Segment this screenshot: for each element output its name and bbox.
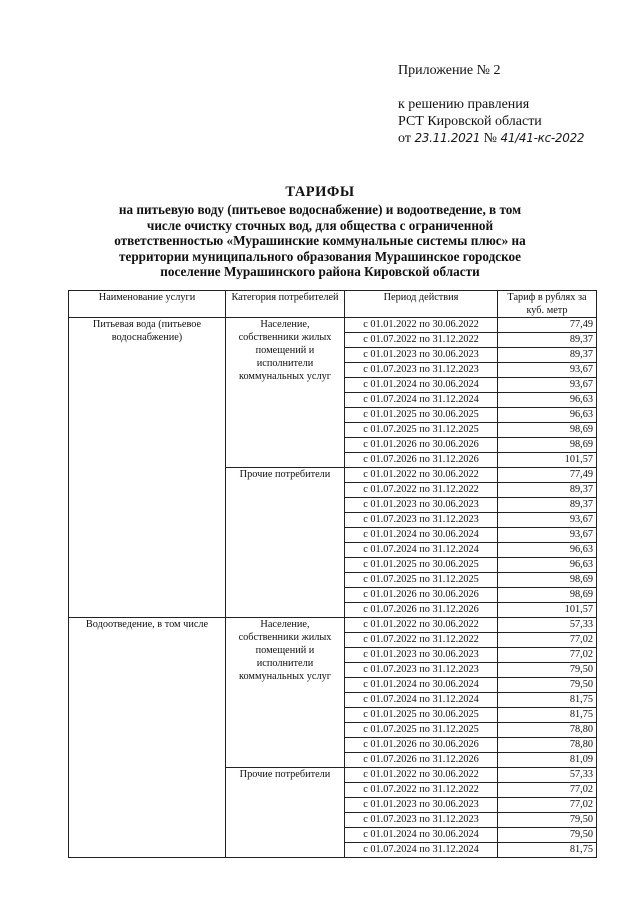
period-cell: с 01.07.2022 по 31.12.2022 bbox=[345, 783, 498, 798]
tariff-cell: 96,63 bbox=[498, 393, 597, 408]
tariff-cell: 79,50 bbox=[498, 663, 597, 678]
period-cell: с 01.01.2024 по 30.06.2024 bbox=[345, 528, 498, 543]
period-cell: с 01.01.2022 по 30.06.2022 bbox=[345, 618, 498, 633]
period-cell: с 01.01.2026 по 30.06.2026 bbox=[345, 438, 498, 453]
period-cell: с 01.07.2024 по 31.12.2024 bbox=[345, 693, 498, 708]
period-cell: с 01.07.2022 по 31.12.2022 bbox=[345, 633, 498, 648]
period-cell: с 01.07.2025 по 31.12.2025 bbox=[345, 723, 498, 738]
tariff-cell: 79,50 bbox=[498, 828, 597, 843]
period-cell: с 01.01.2026 по 30.06.2026 bbox=[345, 738, 498, 753]
period-cell: с 01.07.2025 по 31.12.2025 bbox=[345, 423, 498, 438]
tariff-cell: 96,63 bbox=[498, 543, 597, 558]
tariff-cell: 57,33 bbox=[498, 618, 597, 633]
handwritten-date: 23.11.2021 bbox=[414, 131, 481, 145]
category-cell: Население, собственники жилых помещений и исполнители коммунальных услуг bbox=[226, 318, 345, 468]
table-row bbox=[69, 318, 597, 333]
header-period: Период действия bbox=[345, 291, 498, 318]
period-cell: с 01.01.2026 по 30.06.2026 bbox=[345, 588, 498, 603]
tariff-cell: 77,49 bbox=[498, 318, 597, 333]
tariff-cell: 78,80 bbox=[498, 723, 597, 738]
table-row bbox=[69, 618, 597, 633]
period-cell: с 01.07.2023 по 31.12.2023 bbox=[345, 513, 498, 528]
period-cell: с 01.01.2023 по 30.06.2023 bbox=[345, 348, 498, 363]
period-cell: с 01.01.2023 по 30.06.2023 bbox=[345, 498, 498, 513]
tariff-cell: 101,57 bbox=[498, 453, 597, 468]
tariff-table-body bbox=[69, 318, 597, 858]
tariff-cell: 57,33 bbox=[498, 768, 597, 783]
category-cell: Прочие потребители bbox=[226, 768, 345, 858]
appendix-decision-line: к решению правления bbox=[398, 97, 530, 112]
tariff-cell: 81,75 bbox=[498, 693, 597, 708]
tariff-cell: 81,75 bbox=[498, 708, 597, 723]
handwritten-number: 41/41-кс-2022 bbox=[500, 131, 585, 145]
tariff-cell: 77,02 bbox=[498, 633, 597, 648]
period-cell: с 01.07.2024 по 31.12.2024 bbox=[345, 393, 498, 408]
period-cell: с 01.01.2022 по 30.06.2022 bbox=[345, 768, 498, 783]
tariff-cell: 81,75 bbox=[498, 843, 597, 858]
tariff-cell: 96,63 bbox=[498, 408, 597, 423]
period-cell: с 01.01.2025 по 30.06.2025 bbox=[345, 558, 498, 573]
heading-line: на питьевую воду (питьевое водоснабжение) и водоотведение, в том bbox=[118, 202, 522, 218]
period-cell: с 01.07.2026 по 31.12.2026 bbox=[345, 753, 498, 768]
tariff-cell: 89,37 bbox=[498, 333, 597, 348]
header-category: Категория потребителей bbox=[226, 291, 345, 318]
tariff-cell: 93,67 bbox=[498, 363, 597, 378]
tariff-cell: 93,67 bbox=[498, 378, 597, 393]
tariff-cell: 98,69 bbox=[498, 438, 597, 453]
appendix-authority-line: РСТ Кировской области bbox=[398, 114, 542, 129]
heading-line: числе очистку сточных вод, для общества с ограниченной bbox=[146, 217, 494, 233]
heading-line: территории муниципального образования Мурашинское городское bbox=[118, 248, 521, 264]
heading-line: поселение Мурашинского района Кировской области bbox=[160, 264, 480, 280]
tariff-cell: 96,63 bbox=[498, 558, 597, 573]
period-cell: с 01.07.2025 по 31.12.2025 bbox=[345, 573, 498, 588]
service-name-cell: Водоотведение, в том числе bbox=[69, 618, 226, 858]
tariff-cell: 89,37 bbox=[498, 348, 597, 363]
tariff-cell: 77,02 bbox=[498, 798, 597, 813]
tariff-cell: 93,67 bbox=[498, 513, 597, 528]
appendix-title: Приложение № 2 bbox=[398, 63, 501, 78]
period-cell: с 01.07.2022 по 31.12.2022 bbox=[345, 483, 498, 498]
period-cell: с 01.01.2022 по 30.06.2022 bbox=[345, 468, 498, 483]
period-cell: с 01.01.2024 по 30.06.2024 bbox=[345, 678, 498, 693]
date-prefix: от bbox=[398, 131, 411, 146]
category-cell: Население, собственники жилых помещений и исполнители коммунальных услуг bbox=[226, 618, 345, 768]
category-cell: Прочие потребители bbox=[226, 468, 345, 618]
tariff-cell: 77,02 bbox=[498, 783, 597, 798]
tariff-cell: 89,37 bbox=[498, 498, 597, 513]
tariff-cell: 93,67 bbox=[498, 528, 597, 543]
appendix-date-line bbox=[398, 130, 584, 147]
period-cell: с 01.01.2023 по 30.06.2023 bbox=[345, 648, 498, 663]
tariff-cell: 79,50 bbox=[498, 813, 597, 828]
tariff-cell: 98,69 bbox=[498, 573, 597, 588]
heading-title: ТАРИФЫ bbox=[285, 184, 355, 200]
table-header-row bbox=[69, 291, 597, 318]
tariff-cell: 79,50 bbox=[498, 678, 597, 693]
service-name-cell: Питьевая вода (питьевое водоснабжение) bbox=[69, 318, 226, 618]
tariff-cell: 78,80 bbox=[498, 738, 597, 753]
tariff-cell: 81,09 bbox=[498, 753, 597, 768]
period-cell: с 01.07.2024 по 31.12.2024 bbox=[345, 843, 498, 858]
period-cell: с 01.07.2026 по 31.12.2026 bbox=[345, 603, 498, 618]
heading-line: ответственностью «Мурашинские коммунальные системы плюс» на bbox=[114, 233, 526, 249]
tariff-table bbox=[68, 290, 597, 858]
period-cell: с 01.07.2026 по 31.12.2026 bbox=[345, 453, 498, 468]
document-heading bbox=[60, 185, 580, 279]
period-cell: с 01.01.2025 по 30.06.2025 bbox=[345, 708, 498, 723]
tariff-cell: 89,37 bbox=[498, 483, 597, 498]
tariff-cell: 98,69 bbox=[498, 588, 597, 603]
period-cell: с 01.01.2022 по 30.06.2022 bbox=[345, 318, 498, 333]
tariff-cell: 98,69 bbox=[498, 423, 597, 438]
period-cell: с 01.01.2024 по 30.06.2024 bbox=[345, 378, 498, 393]
period-cell: с 01.07.2024 по 31.12.2024 bbox=[345, 543, 498, 558]
header-tariff: Тариф в рублях за куб. метр bbox=[498, 291, 597, 318]
period-cell: с 01.07.2023 по 31.12.2023 bbox=[345, 663, 498, 678]
number-prefix: № bbox=[483, 131, 498, 146]
period-cell: с 01.07.2023 по 31.12.2023 bbox=[345, 363, 498, 378]
tariff-cell: 77,49 bbox=[498, 468, 597, 483]
period-cell: с 01.07.2023 по 31.12.2023 bbox=[345, 813, 498, 828]
period-cell: с 01.01.2024 по 30.06.2024 bbox=[345, 828, 498, 843]
appendix-block bbox=[398, 62, 584, 147]
period-cell: с 01.01.2025 по 30.06.2025 bbox=[345, 408, 498, 423]
tariff-cell: 101,57 bbox=[498, 603, 597, 618]
period-cell: с 01.01.2023 по 30.06.2023 bbox=[345, 798, 498, 813]
period-cell: с 01.07.2022 по 31.12.2022 bbox=[345, 333, 498, 348]
header-service: Наименование услуги bbox=[69, 291, 226, 318]
tariff-cell: 77,02 bbox=[498, 648, 597, 663]
